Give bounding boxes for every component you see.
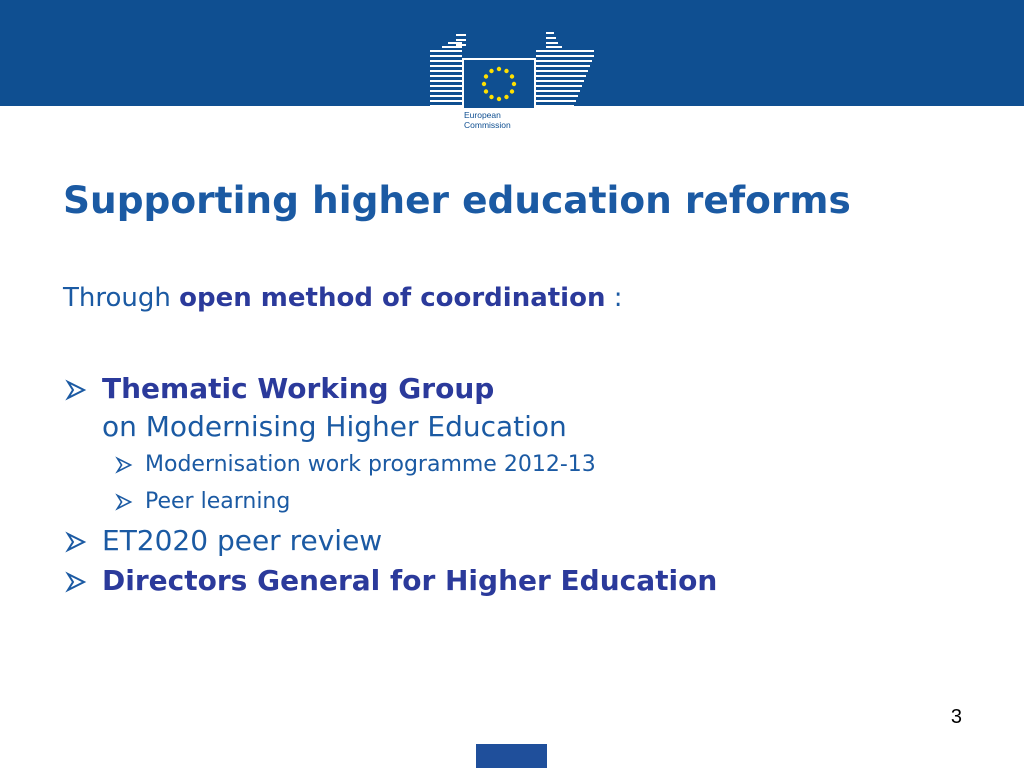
intro-prefix: Through (63, 283, 171, 313)
intro-line (63, 283, 623, 313)
bullet-item-directors-general (63, 562, 963, 600)
sub-item-label: Modernisation work programme 2012-13 (145, 452, 596, 477)
arrow-bullet-icon (115, 456, 133, 474)
page-number: 3 (950, 706, 962, 728)
bullet-subheading: on Modernising Higher Education (102, 410, 567, 443)
bullet-item-thematic-working-group (63, 370, 963, 446)
sub-item-peer-learning (63, 483, 963, 520)
intro-emphasis: open method of coordination (179, 283, 606, 313)
logo-line-1: European (464, 110, 501, 120)
bullet-list (63, 370, 963, 600)
arrow-bullet-icon (115, 493, 133, 511)
arrow-bullet-icon (65, 379, 87, 401)
bullet-label: Directors General for Higher Education (102, 564, 718, 597)
bullet-item-et2020 (63, 522, 963, 560)
arrow-bullet-icon (65, 571, 87, 593)
arrow-bullet-icon (65, 531, 87, 553)
sub-item-work-programme (63, 446, 963, 483)
sub-item-label: Peer learning (145, 489, 291, 514)
logo-caption (464, 110, 534, 130)
intro-suffix: : (613, 283, 623, 313)
european-commission-logo (426, 28, 598, 144)
bullet-heading: Thematic Working Group (102, 372, 495, 405)
slide-title: Supporting higher education reforms (63, 178, 851, 222)
bullet-label: ET2020 peer review (102, 524, 383, 557)
logo-line-2: Commission (464, 120, 511, 130)
footer-tab (476, 744, 547, 768)
